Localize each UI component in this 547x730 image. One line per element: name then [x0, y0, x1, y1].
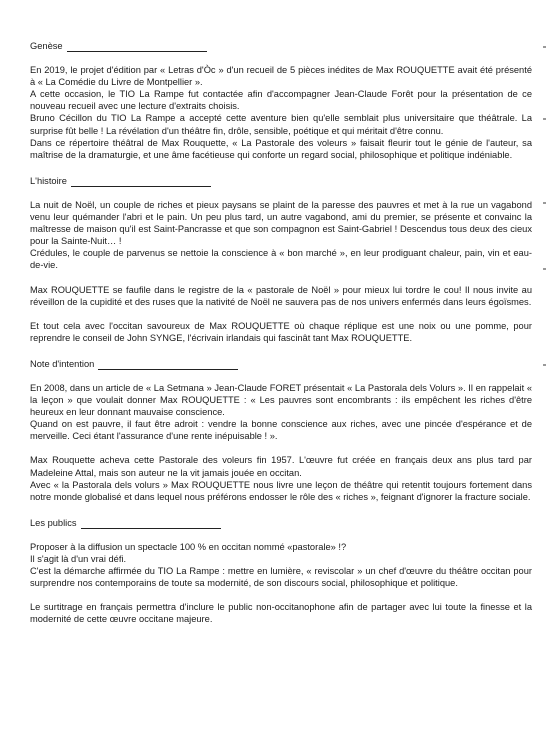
- scan-mark: [543, 364, 546, 366]
- document-page: [30, 40, 532, 625]
- paragraph: C'est la démarche affirmée du TIO La Rampe : mettre en lumière, « reviscolar » un chef d'œuvre du théâtre occitan pour surprendre nos contemporains de toute sa modernité, de son discours social, philosophique et politique.: [30, 566, 532, 589]
- section-title: Genèse: [30, 41, 63, 51]
- paragraph: Avec « la Pastorala dels volurs » Max ROUQUETTE nous livre une leçon de théâtre qui retentit toujours fortement dans notre monde globalisé et dans lequel nous préférons endosser le rôle des « riches », feignant d'ignorer la fracture sociale.: [30, 479, 532, 502]
- paragraph: La nuit de Noël, un couple de riches et pieux paysans se plaint de la paresse des pauvres et met à la rue un vagabond venu leur quémander l'abri et le pain. Un peu plus tard, un autre vagabond, ami du premier, se présente et convainc la maîtresse de maison qu'il est Saint-Pancrasse et que son compagnon est Saint-Gabriel ! Descendus tous deux des cieux pour la Sainte-Nuit… !: [30, 199, 532, 247]
- section-title: Les publics: [30, 517, 77, 528]
- heading-underline: [71, 177, 211, 187]
- paragraph: En 2019, le projet d'édition par « Letras d'Òc » d'un recueil de 5 pièces inédites de Max ROUQUETTE avait été présenté à « La Comédie du Livre de Montpellier ».: [30, 65, 532, 88]
- section-title: Note d'intention: [30, 358, 95, 369]
- paragraph: Proposer à la diffusion un spectacle 100 % en occitan nommé «pastorale» !?: [30, 541, 347, 552]
- paragraph: Max Rouquette acheva cette Pastorale des voleurs fin 1957. L'œuvre fut créée en français deux ans plus tard par Madeleine Attal, mais son auteur ne la vit jamais jouée en occitan.: [30, 455, 532, 478]
- scan-mark: [543, 202, 546, 204]
- section-title: L'histoire: [30, 175, 67, 186]
- paragraph: Quand on est pauvre, il faut être adroit : vendre la bonne conscience aux riches, avec une pincée d'espérance et de merveille. Ceci étant l'assurance d'une rente inépuisable ! ».: [30, 419, 532, 442]
- section-heading-note-intention: [30, 358, 532, 370]
- scan-mark: [543, 118, 546, 120]
- heading-underline: [98, 360, 238, 370]
- section-heading-genese: [30, 40, 532, 52]
- paragraph: Il s'agit là d'un vrai défi.: [30, 554, 127, 564]
- scan-mark: [543, 46, 546, 48]
- section-heading-publics: [30, 517, 532, 529]
- section-heading-histoire: [30, 175, 532, 187]
- heading-underline: [67, 42, 207, 52]
- paragraph: Crédules, le couple de parvenus se nettoie la conscience à « bon marché », en leur prodiguant chaleur, pain, vin et eau-de-vie.: [30, 248, 532, 271]
- paragraph: Max ROUQUETTE se faufile dans le registre de la « pastorale de Noël » pour mieux lui tordre le cou! Il nous invite au réveillon de la cupidité et des ruses que la nativité de Noël ne sauvera pas de nos univers enfermés dans leurs égoïsmes.: [30, 284, 532, 307]
- paragraph: En 2008, dans un article de « La Setmana » Jean-Claude FORET présentait « La Pastorala dels Volurs ». Il en rappelait « la leçon » que voulait donner Max ROUQUETTE : « Les pauvres sont encombrants : ils empêchent les riches d'être heureux en leur donnant mauvaise conscience.: [30, 382, 532, 418]
- heading-underline: [81, 519, 221, 529]
- paragraph: A cette occasion, le TIO La Rampe fut contactée afin d'accompagner Jean-Claude Forêt pour la présentation de ce nouveau recueil avec une lecture d'extraits choisis.: [30, 89, 532, 112]
- paragraph: Et tout cela avec l'occitan savoureux de Max ROUQUETTE où chaque réplique est une noix ou une pomme, pour reprendre le conseil de John SYNGE, l'écrivain irlandais qui fascinât tant Max ROUQUETTE.: [30, 320, 532, 343]
- paragraph: Bruno Cécillon du TIO La Rampe a accepté cette aventure bien qu'elle semblait plus universitaire que théâtrale. La surprise fût belle ! La révélation d'un théâtre fin, drôle, sensible, poétique et qui méritait d'être connu.: [30, 113, 532, 136]
- paragraph: Le surtitrage en français permettra d'inclure le public non-occitanophone afin de partager avec lui toute la finesse et la modernité de cette œuvre occitane majeure.: [30, 602, 532, 625]
- scan-mark: [543, 268, 546, 270]
- paragraph: Dans ce répertoire théâtral de Max Rouquette, « La Pastorale des voleurs » faisait fleurir tout le génie de l'auteur, sa maîtrise de la dramaturgie, et une âme facétieuse qui conforte un regard social, philosophique et politique indéniable.: [30, 137, 532, 160]
